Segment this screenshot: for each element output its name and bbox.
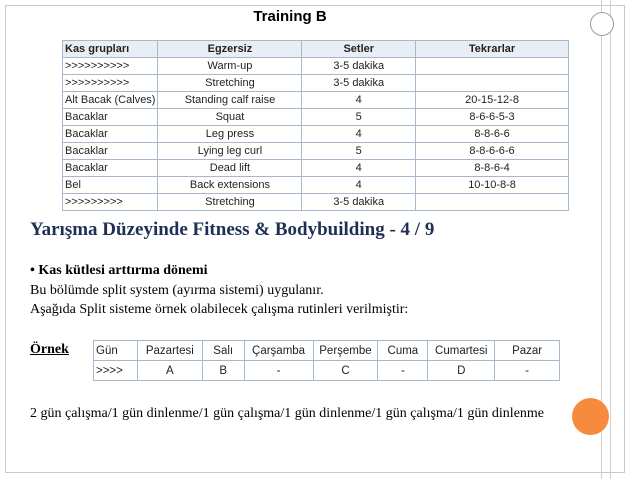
table-cell: Bacaklar: [63, 160, 158, 177]
table-cell: Stretching: [158, 194, 302, 211]
schedule-cell: D: [428, 361, 495, 381]
body-text: Aşağıda Split sisteme örnek olabilecek çalışma rutinleri verilmiştir:: [30, 302, 409, 317]
schedule-day-header: Cuma: [378, 341, 428, 361]
table-cell: 4: [302, 92, 416, 109]
schedule-cell: A: [137, 361, 202, 381]
bullet-text: • Kas kütlesi arttırma dönemi: [30, 263, 208, 278]
column-header: Tekrarlar: [416, 41, 569, 58]
schedule-day-header: Perşembe: [313, 341, 378, 361]
schedule-cell: B: [202, 361, 244, 381]
table-row: [63, 75, 569, 92]
table-row: [63, 194, 569, 211]
table-row: [63, 92, 569, 109]
schedule-table: [93, 340, 560, 381]
table-cell: 3-5 dakika: [302, 58, 416, 75]
decorative-circle: [590, 12, 614, 36]
table-cell: [416, 194, 569, 211]
table-cell: 20-15-12-8: [416, 92, 569, 109]
column-header: Egzersiz: [158, 41, 302, 58]
table-cell: 4: [302, 160, 416, 177]
schedule-cell: -: [495, 361, 560, 381]
table-cell: Bel: [63, 177, 158, 194]
table-row: [63, 143, 569, 160]
table-cell: Bacaklar: [63, 143, 158, 160]
bottom-text: 2 gün çalışma/1 gün dinlenme/1 gün çalışma/1 gün dinlenme/1 gün çalışma/1 gün dinlenme: [30, 406, 545, 421]
decorative-line: [610, 0, 611, 479]
table-cell: 8-8-6-4: [416, 160, 569, 177]
table-cell: >>>>>>>>>: [63, 194, 158, 211]
table-row: [63, 160, 569, 177]
schedule-cell: >>>>: [94, 361, 138, 381]
table-row: [63, 177, 569, 194]
schedule-day-header: Pazartesi: [137, 341, 202, 361]
table-cell: 8-6-6-5-3: [416, 109, 569, 126]
example-label: Örnek: [30, 342, 69, 357]
page-heading: Yarışma Düzeyinde Fitness & Bodybuilding - 4 / 9: [30, 219, 435, 240]
table-cell: 4: [302, 126, 416, 143]
table-cell: Leg press: [158, 126, 302, 143]
table-cell: Dead lift: [158, 160, 302, 177]
schedule-day-header: Salı: [202, 341, 244, 361]
body-text: Bu bölümde split system (ayırma sistemi) uygulanır.: [30, 283, 324, 298]
table-header-row: [63, 41, 569, 58]
table-row: [63, 109, 569, 126]
table-cell: Lying leg curl: [158, 143, 302, 160]
schedule-day-header: Çarşamba: [244, 341, 313, 361]
table-cell: >>>>>>>>>>: [63, 58, 158, 75]
table-cell: [416, 75, 569, 92]
table-cell: 3-5 dakika: [302, 75, 416, 92]
table-cell: 5: [302, 143, 416, 160]
table-cell: Bacaklar: [63, 109, 158, 126]
table-cell: Squat: [158, 109, 302, 126]
schedule-cell: -: [244, 361, 313, 381]
table-cell: 8-8-6-6-6: [416, 143, 569, 160]
schedule-row: [94, 361, 560, 381]
column-header: Kas grupları: [63, 41, 158, 58]
table-row: [63, 58, 569, 75]
column-header: Setler: [302, 41, 416, 58]
schedule-cell: C: [313, 361, 378, 381]
table-cell: Back extensions: [158, 177, 302, 194]
table-cell: 3-5 dakika: [302, 194, 416, 211]
schedule-day-header: Cumartesi: [428, 341, 495, 361]
table-cell: 4: [302, 177, 416, 194]
table-cell: 8-8-6-6: [416, 126, 569, 143]
orange-circle-decoration: [572, 398, 609, 435]
table-cell: 5: [302, 109, 416, 126]
table-cell: Alt Bacak (Calves): [63, 92, 158, 109]
table-cell: 10-10-8-8: [416, 177, 569, 194]
schedule-cell: -: [378, 361, 428, 381]
table-cell: Bacaklar: [63, 126, 158, 143]
slide-title: Training B: [253, 8, 327, 25]
table-cell: Standing calf raise: [158, 92, 302, 109]
table-cell: Warm-up: [158, 58, 302, 75]
table-cell: >>>>>>>>>>: [63, 75, 158, 92]
table-row: [63, 126, 569, 143]
schedule-header-row: [94, 341, 560, 361]
workout-table: [62, 40, 569, 211]
table-cell: [416, 58, 569, 75]
schedule-day-header: Pazar: [495, 341, 560, 361]
schedule-day-header: Gün: [94, 341, 138, 361]
table-cell: Stretching: [158, 75, 302, 92]
